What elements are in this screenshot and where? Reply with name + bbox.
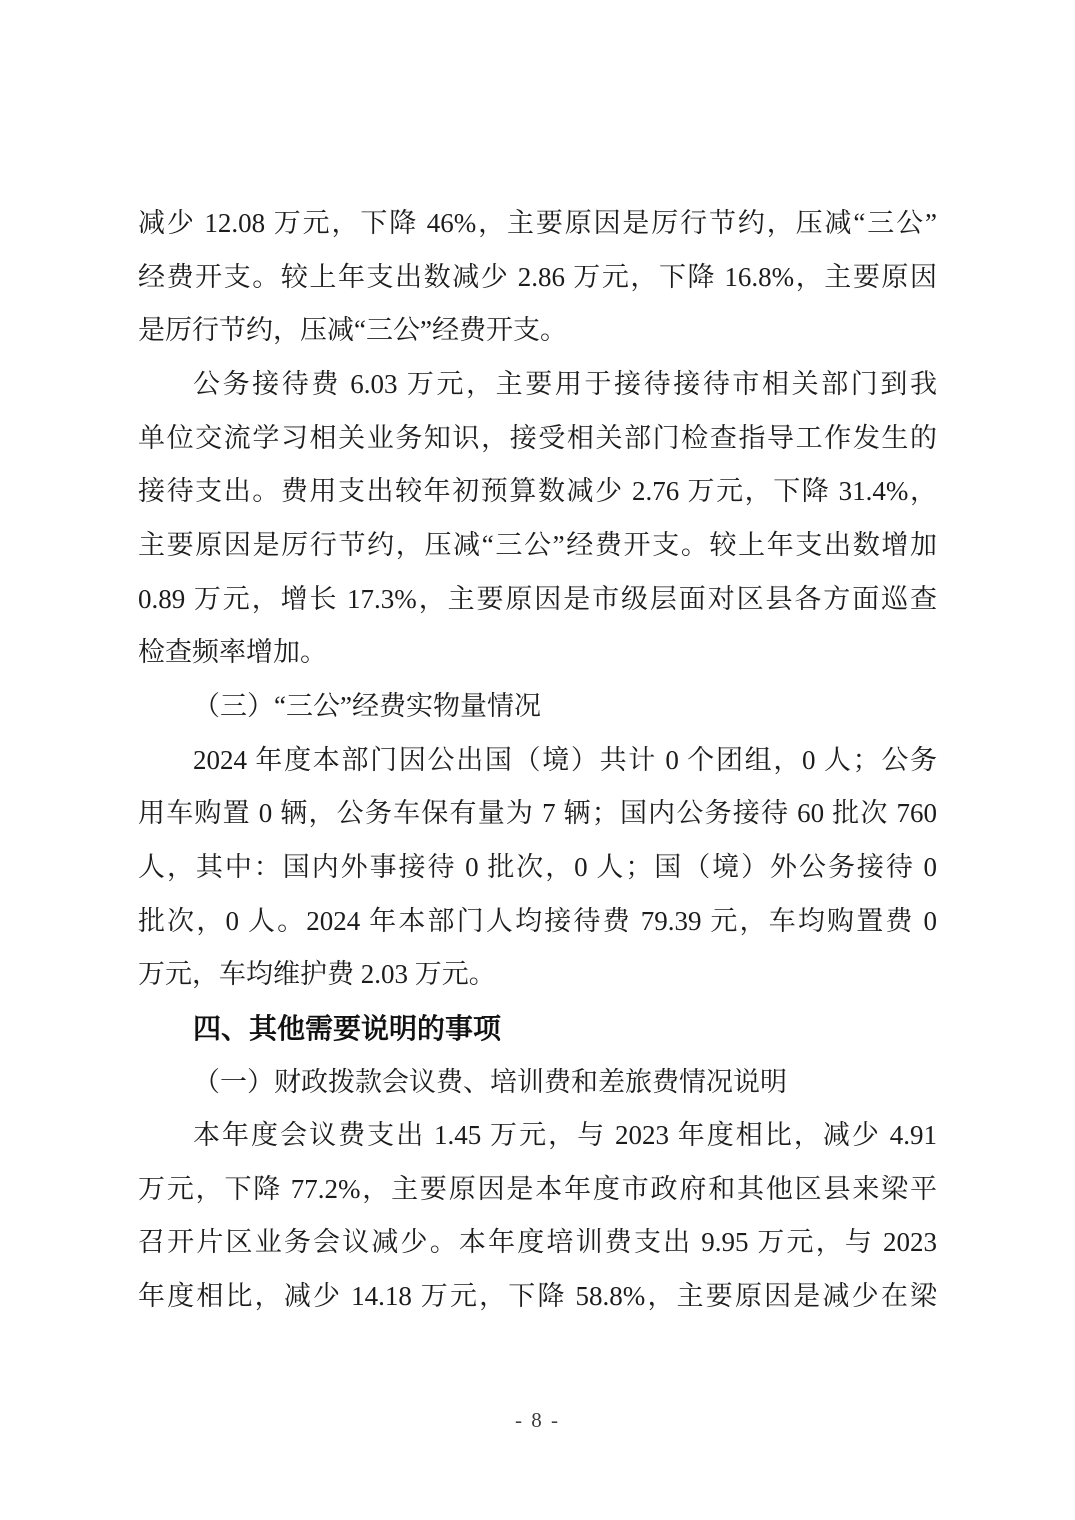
text-line: 年度相比，减少 14.18 万元，下降 58.8%，主要原因是减少在梁 bbox=[138, 1281, 937, 1312]
section-heading: 四、其他需要说明的事项 bbox=[193, 1012, 502, 1044]
text-line: 2024 年度本部门因公出国（境）共计 0 个团组，0 人；公务 bbox=[193, 744, 937, 775]
text-line: 万元，车均维护费 2.03 万元。 bbox=[138, 959, 496, 990]
subsection-heading: （一）财政拨款会议费、培训费和差旅费情况说明 bbox=[193, 1066, 787, 1097]
subsection-heading: （三）“三公”经费实物量情况 bbox=[193, 690, 541, 721]
text-line: 人，其中：国内外事接待 0 批次，0 人；国（境）外公务接待 0 bbox=[138, 851, 937, 882]
text-line: 经费开支。较上年支出数减少 2.86 万元，下降 16.8%，主要原因 bbox=[138, 261, 937, 292]
page-number: - 8 - bbox=[515, 1408, 560, 1432]
text-line: 接待支出。费用支出较年初预算数减少 2.76 万元，下降 31.4%， bbox=[138, 476, 937, 507]
text-line: 主要原因是厉行节约，压减“三公”经费开支。较上年支出数增加 bbox=[138, 529, 937, 560]
text-line: 减少 12.08 万元，下降 46%，主要原因是厉行节约，压减“三公” bbox=[138, 208, 937, 238]
text-line: 召开片区业务会议减少。本年度培训费支出 9.95 万元，与 2023 bbox=[138, 1227, 937, 1258]
text-line: 本年度会议费支出 1.45 万元，与 2023 年度相比，减少 4.91 bbox=[193, 1120, 937, 1151]
text-line: 单位交流学习相关业务知识，接受相关部门检查指导工作发生的 bbox=[138, 422, 937, 453]
text-line: 0.89 万元，增长 17.3%，主要原因是市级层面对区县各方面巡查 bbox=[138, 583, 937, 614]
text-line: 批次，0 人。2024 年本部门人均接待费 79.39 元，车均购置费 0 bbox=[138, 905, 937, 936]
text-line: 是厉行节约，压减“三公”经费开支。 bbox=[138, 315, 567, 346]
text-line: 检查频率增加。 bbox=[138, 637, 327, 668]
document-body bbox=[138, 197, 937, 1324]
text-line: 万元，下降 77.2%，主要原因是本年度市政府和其他区县来梁平 bbox=[138, 1173, 937, 1204]
text-line: 用车购置 0 辆，公务车保有量为 7 辆；国内公务接待 60 批次 760 bbox=[138, 798, 937, 829]
text-line: 公务接待费 6.03 万元，主要用于接待接待市相关部门到我 bbox=[193, 368, 937, 399]
